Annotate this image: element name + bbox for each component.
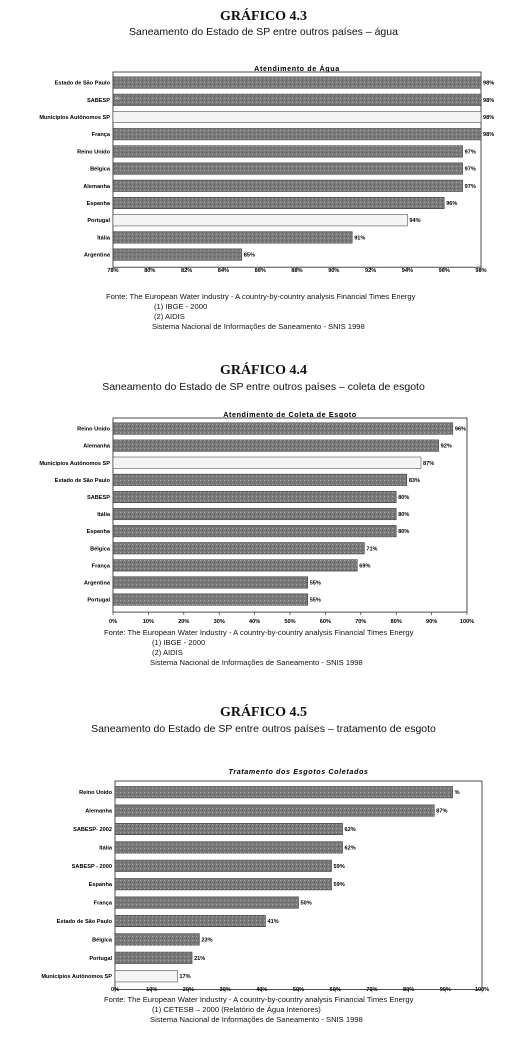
- value-label: 98%: [483, 97, 495, 104]
- x-tick-label: 20%: [182, 987, 195, 993]
- value-label: 23%: [201, 937, 213, 944]
- figure-label: GRÁFICO 4.3: [219, 9, 308, 24]
- value-label: 97%: [464, 183, 476, 190]
- category-label: Municípios Autônomos SP: [39, 460, 110, 467]
- x-tick-label: 40%: [256, 987, 268, 993]
- source-line: Sistema Nacional de Informações de Saneamento - SNIS 1998: [150, 658, 363, 667]
- category-label: SABESP- 2002: [73, 827, 112, 833]
- figure-subtitle: Saneamento do Estado de SP entre outros países – coleta de esgoto: [102, 381, 425, 393]
- category-label: Alemanha: [83, 443, 110, 450]
- bar: [113, 508, 396, 520]
- source-line: (2) AIDIS: [152, 648, 183, 657]
- bar: [115, 805, 434, 817]
- value-label: 97%: [464, 149, 476, 156]
- value-label: 80%: [398, 512, 410, 519]
- source-line: (1) CETESB – 2000 (Relatório de Água Interiores): [152, 1005, 321, 1014]
- category-label: SABESP: [86, 97, 110, 104]
- category-label: França: [93, 900, 112, 907]
- value-label: 80%: [398, 529, 410, 536]
- x-tick-label: 80%: [144, 268, 156, 274]
- bar: [113, 440, 439, 452]
- category-label: Reino Unido: [77, 149, 110, 156]
- category-label: França: [91, 563, 110, 570]
- category-label: SABESP - 2000: [71, 863, 112, 870]
- x-tick-label: 20%: [178, 619, 190, 625]
- value-label: %: [454, 790, 460, 797]
- bar: [115, 952, 192, 964]
- bar: [113, 491, 396, 503]
- value-label: 97%: [464, 166, 476, 173]
- x-tick-label: 78%: [107, 268, 119, 274]
- x-tick-label: 90%: [328, 268, 340, 274]
- x-tick-label: 60%: [329, 987, 341, 993]
- x-tick-label: 80%: [402, 987, 415, 993]
- value-label: 87%: [436, 808, 448, 815]
- bar: [113, 423, 453, 435]
- x-tick-label: 92%: [364, 268, 377, 274]
- figure-subtitle: Saneamento do Estado de SP entre outros países – tratamento de esgoto: [91, 723, 436, 735]
- category-label: Itália: [97, 512, 110, 519]
- category-label: Espanha: [86, 201, 110, 207]
- x-tick-label: 10%: [142, 619, 155, 625]
- category-label: SABESP: [86, 494, 110, 501]
- source-line: Sistema Nacional de Informações de Saneamento - SNIS 1998: [150, 1015, 363, 1024]
- bar: [115, 970, 177, 982]
- x-tick-label: 50%: [284, 619, 296, 625]
- bar: [113, 249, 242, 261]
- bar: [115, 878, 332, 890]
- x-tick-label: 30%: [219, 987, 231, 993]
- category-label: Alemanha: [83, 183, 110, 190]
- category-label: Portugal: [89, 955, 112, 962]
- bar: [115, 915, 265, 927]
- value-label: 71%: [366, 546, 378, 553]
- bar: [113, 77, 481, 89]
- category-label: Estado de São Paulo: [54, 477, 110, 484]
- bar: [115, 934, 199, 946]
- x-tick-label: 82%: [180, 268, 193, 274]
- category-label: Portugal: [87, 218, 110, 225]
- value-label: 80%: [398, 494, 410, 501]
- category-label: Espanha: [86, 529, 110, 536]
- x-tick-label: 84%: [217, 268, 230, 274]
- source-line: (2) AIDIS: [154, 312, 185, 321]
- figure-label: GRÁFICO 4.4: [219, 363, 308, 378]
- bar: [113, 474, 407, 486]
- category-label: Municípios Autônomos SP: [41, 974, 112, 981]
- chart-title: Atendimento de Coleta de Esgoto: [223, 410, 357, 419]
- bar: [113, 214, 407, 226]
- bar: [113, 111, 481, 123]
- bar: [113, 457, 421, 469]
- value-label: 62%: [344, 845, 356, 852]
- bar: [113, 94, 481, 106]
- category-label: Portugal: [87, 597, 110, 604]
- figure-subtitle: Saneamento do Estado de SP entre outros países – água: [129, 26, 398, 38]
- source-line: (1) IBGE - 2000: [152, 638, 206, 647]
- bar: [113, 197, 444, 209]
- source-line: (1) IBGE - 2000: [154, 302, 208, 311]
- value-label: 96%: [446, 201, 458, 207]
- category-label: França: [91, 132, 110, 139]
- chart-title: Atendimento de Água: [254, 64, 340, 73]
- value-label: 55%: [309, 580, 321, 587]
- x-tick-label: 98%: [475, 268, 487, 274]
- x-tick-label: 40%: [248, 619, 261, 625]
- value-label: 87%: [422, 460, 435, 467]
- x-tick-label: 70%: [366, 987, 378, 993]
- x-tick-label: 86%: [254, 268, 266, 274]
- bar: [113, 163, 463, 175]
- x-tick-label: 0%: [110, 987, 120, 993]
- value-label: 59%: [333, 863, 345, 870]
- bar: [115, 897, 299, 909]
- x-tick-label: 70%: [355, 619, 367, 625]
- bar: [113, 594, 308, 606]
- category-label: Bélgica: [90, 546, 110, 553]
- footnote-mark: (1): [115, 95, 120, 100]
- bar: [113, 577, 308, 589]
- x-tick-label: 0%: [108, 619, 118, 625]
- chart-source: [106, 292, 415, 332]
- source-line: Sistema Nacional de Informações de Saneamento - SNIS 1998: [152, 322, 365, 331]
- value-label: 69%: [359, 563, 371, 570]
- category-label: Itália: [97, 235, 110, 242]
- value-label: 85%: [243, 252, 256, 259]
- chart-sewage-treatment: [0, 760, 527, 1005]
- category-label: Municípios Autônomos SP: [39, 115, 110, 121]
- x-tick-label: 100%: [474, 987, 490, 993]
- bar: [115, 786, 453, 798]
- bar: [113, 180, 463, 192]
- category-label: Espanha: [88, 882, 112, 889]
- value-label: 50%: [300, 900, 312, 907]
- value-label: 41%: [267, 919, 279, 925]
- category-label: Reino Unido: [77, 426, 110, 433]
- chart-water-service: [0, 62, 527, 277]
- value-label: 96%: [454, 426, 467, 433]
- chart-title: Tratamento dos Esgotos Coletados: [228, 767, 369, 776]
- value-label: 98%: [483, 80, 495, 87]
- x-tick-label: 50%: [292, 987, 305, 993]
- category-label: Reino Unido: [79, 790, 112, 797]
- x-tick-label: 96%: [438, 268, 450, 274]
- x-tick-label: 90%: [439, 987, 451, 993]
- category-label: Estado de São Paulo: [56, 919, 112, 925]
- value-label: 55%: [309, 597, 321, 604]
- category-label: Alemanha: [85, 808, 112, 815]
- source-line: Fonte: The European Water Industry - A country-by-country analysis Financial Times Energy: [106, 292, 416, 301]
- value-label: 92%: [440, 443, 452, 450]
- bar: [115, 860, 332, 872]
- x-tick-label: 88%: [291, 268, 303, 274]
- source-line: Fonte: The European Water Industry - A country-by-country analysis Financial Times Energy: [104, 995, 414, 1004]
- x-tick-label: 10%: [146, 987, 158, 993]
- bar: [115, 842, 343, 854]
- chart-source: [104, 995, 413, 1025]
- value-label: 21%: [194, 955, 206, 962]
- x-tick-label: 30%: [213, 619, 225, 625]
- bar: [113, 525, 396, 537]
- bar: [115, 823, 343, 835]
- value-label: 83%: [408, 477, 421, 484]
- bar: [113, 232, 352, 244]
- category-label: Bélgica: [90, 166, 110, 173]
- x-tick-label: 60%: [319, 619, 332, 625]
- value-label: 17%: [179, 974, 191, 981]
- value-label: 98%: [483, 132, 495, 139]
- value-label: 91%: [354, 235, 366, 242]
- value-label: 94%: [409, 218, 421, 225]
- bar: [113, 543, 364, 555]
- chart-sewage-collection: [0, 408, 527, 628]
- category-label: Estado de São Paulo: [54, 80, 110, 87]
- category-label: Argentina: [83, 580, 110, 587]
- category-label: Argentina: [83, 252, 110, 259]
- category-label: Itália: [99, 845, 112, 852]
- chart-source: [104, 628, 413, 668]
- source-line: Fonte: The European Water Industry - A country-by-country analysis Financial Times Energy: [104, 628, 414, 637]
- x-tick-label: 90%: [425, 619, 438, 625]
- bar: [113, 128, 481, 140]
- x-tick-label: 94%: [401, 268, 414, 274]
- x-tick-label: 80%: [390, 619, 402, 625]
- value-label: 62%: [344, 827, 356, 833]
- x-tick-label: 100%: [459, 619, 475, 625]
- bar: [113, 560, 357, 572]
- category-label: Bélgica: [92, 937, 112, 944]
- bar: [113, 146, 463, 158]
- figure-label: GRÁFICO 4.5: [219, 705, 308, 720]
- value-label: 59%: [333, 882, 345, 889]
- value-label: 98%: [483, 115, 495, 121]
